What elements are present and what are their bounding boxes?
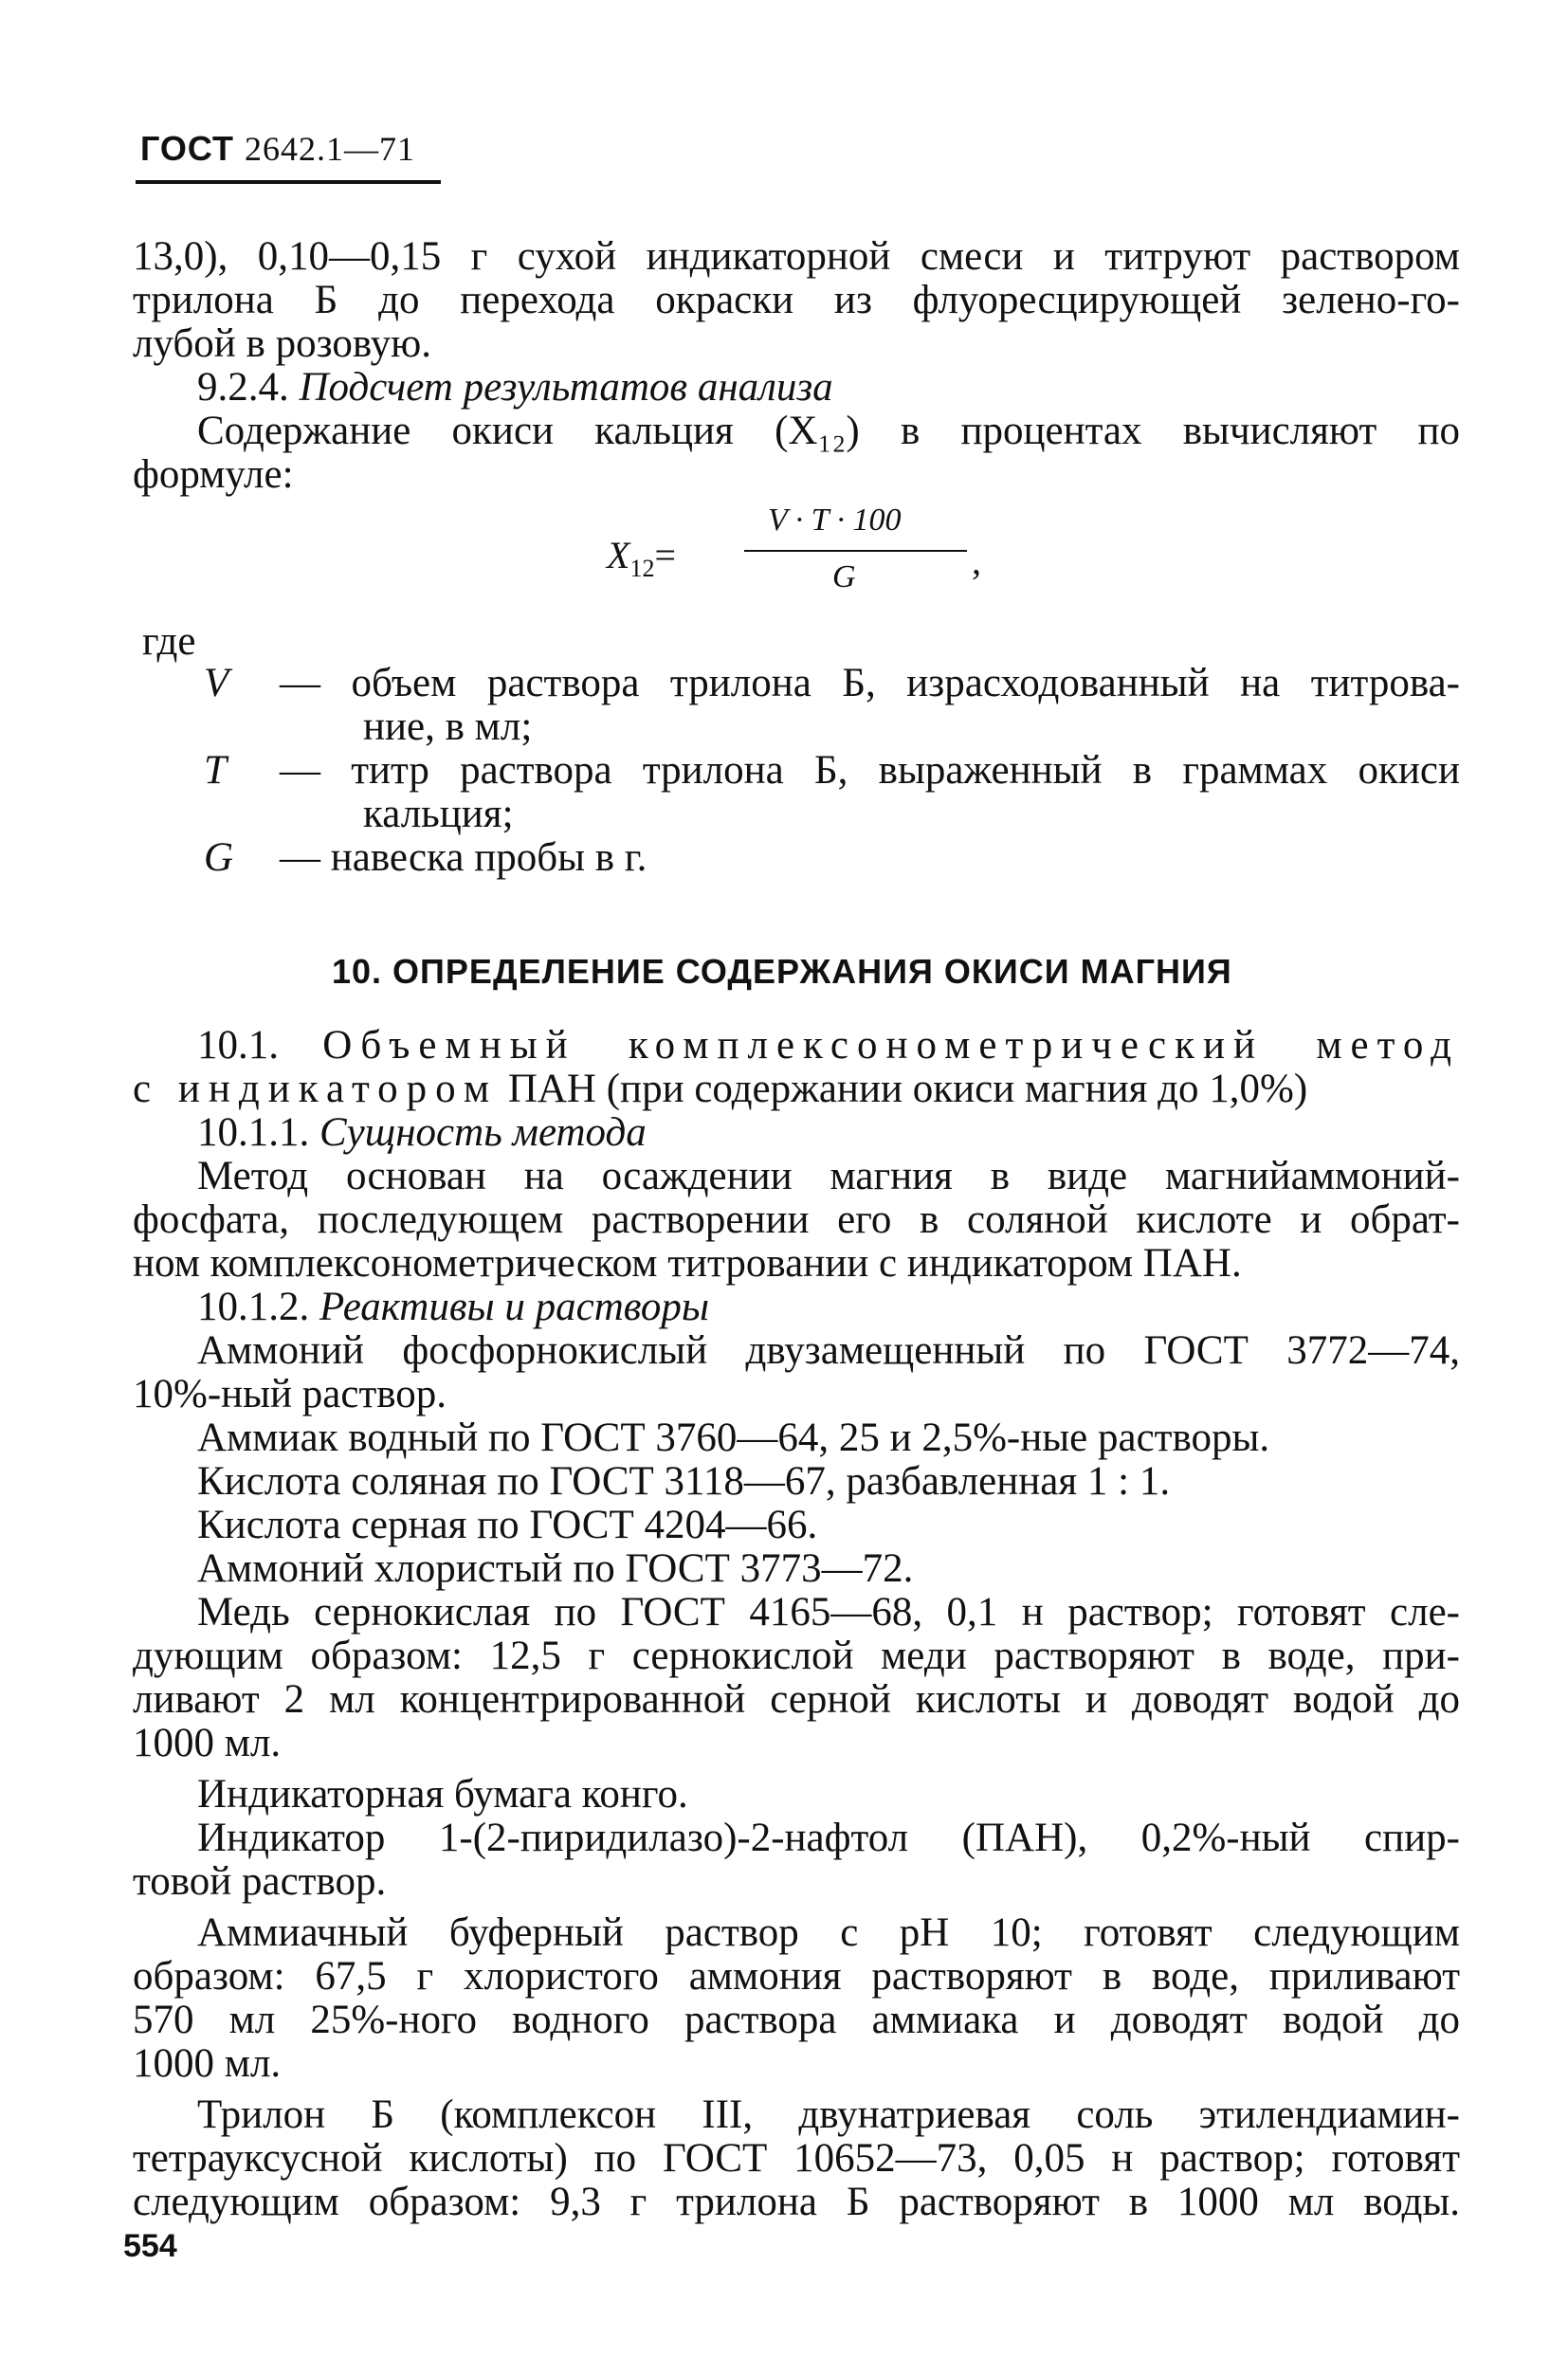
formula-denominator: G [832,559,856,594]
clause-number: 10.1.2. [197,1285,310,1329]
text-line: следующим образом: 9,3 г трилона Б растворяют в 1000 мл воды. [133,2180,1460,2224]
text-line: Кислота соляная по ГОСТ 3118—67, разбавленная 1 : 1. [197,1459,1171,1504]
definitions-list [204,662,1460,880]
text-line: Индикатор 1-(2-пиридилазо)-2-нафтол (ПАН), 0,2%-ный спир- [197,1816,1460,1860]
header-rule [136,180,441,184]
clause-title: Сущность метода [319,1110,647,1155]
text-line: трилона Б до перехода окраски из флуоресцирующей зелено-го- [133,278,1460,322]
text-line: Индикаторная бумага конго. [197,1772,688,1817]
fraction-bar [744,550,967,552]
formula-subscript: 12 [629,555,655,582]
clause-number: 9.2.4. [197,365,289,410]
text-line: Кислота серная по ГОСТ 4204—66. [197,1503,818,1547]
clause-title: Объемный комплексонометрический метод [322,1023,1460,1068]
text-line: Медь сернокислая по ГОСТ 4165—68, 0,1 н раствор; готовят сле- [197,1590,1460,1635]
clause-heading [133,1024,1460,1068]
text-line: 570 мл 25%-ного водного раствора аммиака и доводят водой до [133,1998,1460,2042]
text-line: дующим образом: 12,5 г сернокислой меди растворяют в воде, при- [133,1634,1460,1678]
gost-label: ГОСТ [140,129,235,168]
document-header [140,129,415,169]
text-line: 1000 мл. [133,1721,282,1765]
page-number: 554 [123,2228,177,2264]
definition-text: — объем раствора трилона Б, израсходованный на титрова- [280,661,1460,705]
definition-symbol: V [204,661,229,705]
clause-title: с индикатором [133,1067,499,1111]
text-line: тетрауксусной кислоты) по ГОСТ 10652—73, 0,05 н раствор; готовят [133,2136,1460,2181]
clause-title: Подсчет результатов анализа [299,365,833,410]
clause-title: Реактивы и растворы [319,1285,709,1329]
clause-heading [133,1286,1460,1329]
definition-text: — титр раствора трилона Б, выраженный в граммах окиси [280,748,1460,793]
text-line: Аммоний хлористый по ГОСТ 3773—72. [197,1546,914,1591]
section-heading: 10. ОПРЕДЕЛЕНИЕ СОДЕРЖАНИЯ ОКИСИ МАГНИЯ [332,952,1232,991]
text-line: 13,0), 0,10—0,15 г сухой индикаторной смеси и титруют раствором [133,234,1460,279]
clause-heading-cont [133,1068,1460,1111]
text-line: Аммиачный буферный раствор с pH 10; готовят следующим [197,1910,1460,1955]
text-line: ном комплексонометрическом титровании с индикатором ПАН. [133,1241,1242,1286]
clause-heading [133,366,1460,410]
text-line: формуле: [133,452,294,497]
definition-item [204,836,1460,880]
clause-heading [133,1111,1460,1155]
where-label: где [142,619,196,664]
text-line: образом: 67,5 г хлористого аммония растворяют в воде, приливают [133,1954,1460,1999]
formula-lhs [607,533,676,583]
definition-symbol: T [204,748,227,793]
definition-item [204,749,1460,836]
definition-text: кальция; [363,792,514,836]
gost-number: 2642.1—71 [245,130,416,168]
definition-text: ние, в мл; [363,704,533,749]
formula [607,502,986,607]
text-line: лубой в розовую. [133,321,432,366]
definition-symbol: G [204,835,234,880]
clause-text: ПАН (при содержании окиси магния до 1,0%) [507,1067,1308,1111]
formula-numerator: V · T · 100 [768,502,902,538]
formula-comma: , [972,539,981,582]
clause-number: 10.1.1. [197,1110,310,1155]
definition-item [204,662,1460,749]
text-line: Аммоний фосфорнокислый двузамещенный по ГОСТ 3772—74, [197,1328,1460,1373]
text-line: Аммиак водный по ГОСТ 3760—64, 25 и 2,5%-ные растворы. [197,1416,1270,1460]
text-line: Метод основан на осаждении магния в виде магнийаммоний- [197,1154,1460,1198]
main-body [133,1024,1460,2224]
text-line: товой раствор. [133,1859,387,1904]
intro-block [133,235,1460,497]
text-line: фосфата, последующем растворении его в соляной кислоте и обрат- [133,1197,1460,1242]
text-line: 1000 мл. [133,2041,282,2086]
text-line: ливают 2 мл концентрированной серной кислоты и доводят водой до [133,1677,1460,1722]
clause-number: 10.1. [197,1023,279,1068]
definition-text: — навеска пробы в г. [280,835,647,880]
text-line: Содержание окиси кальция (X₁₂) в процентах вычисляют по [197,409,1460,453]
text-line: 10%-ный раствор. [133,1372,447,1416]
formula-variable: X [607,534,630,576]
text-line: Трилон Б (комплексон III, двунатриевая соль этилендиамин- [197,2092,1460,2137]
formula-equals: = [654,534,676,576]
